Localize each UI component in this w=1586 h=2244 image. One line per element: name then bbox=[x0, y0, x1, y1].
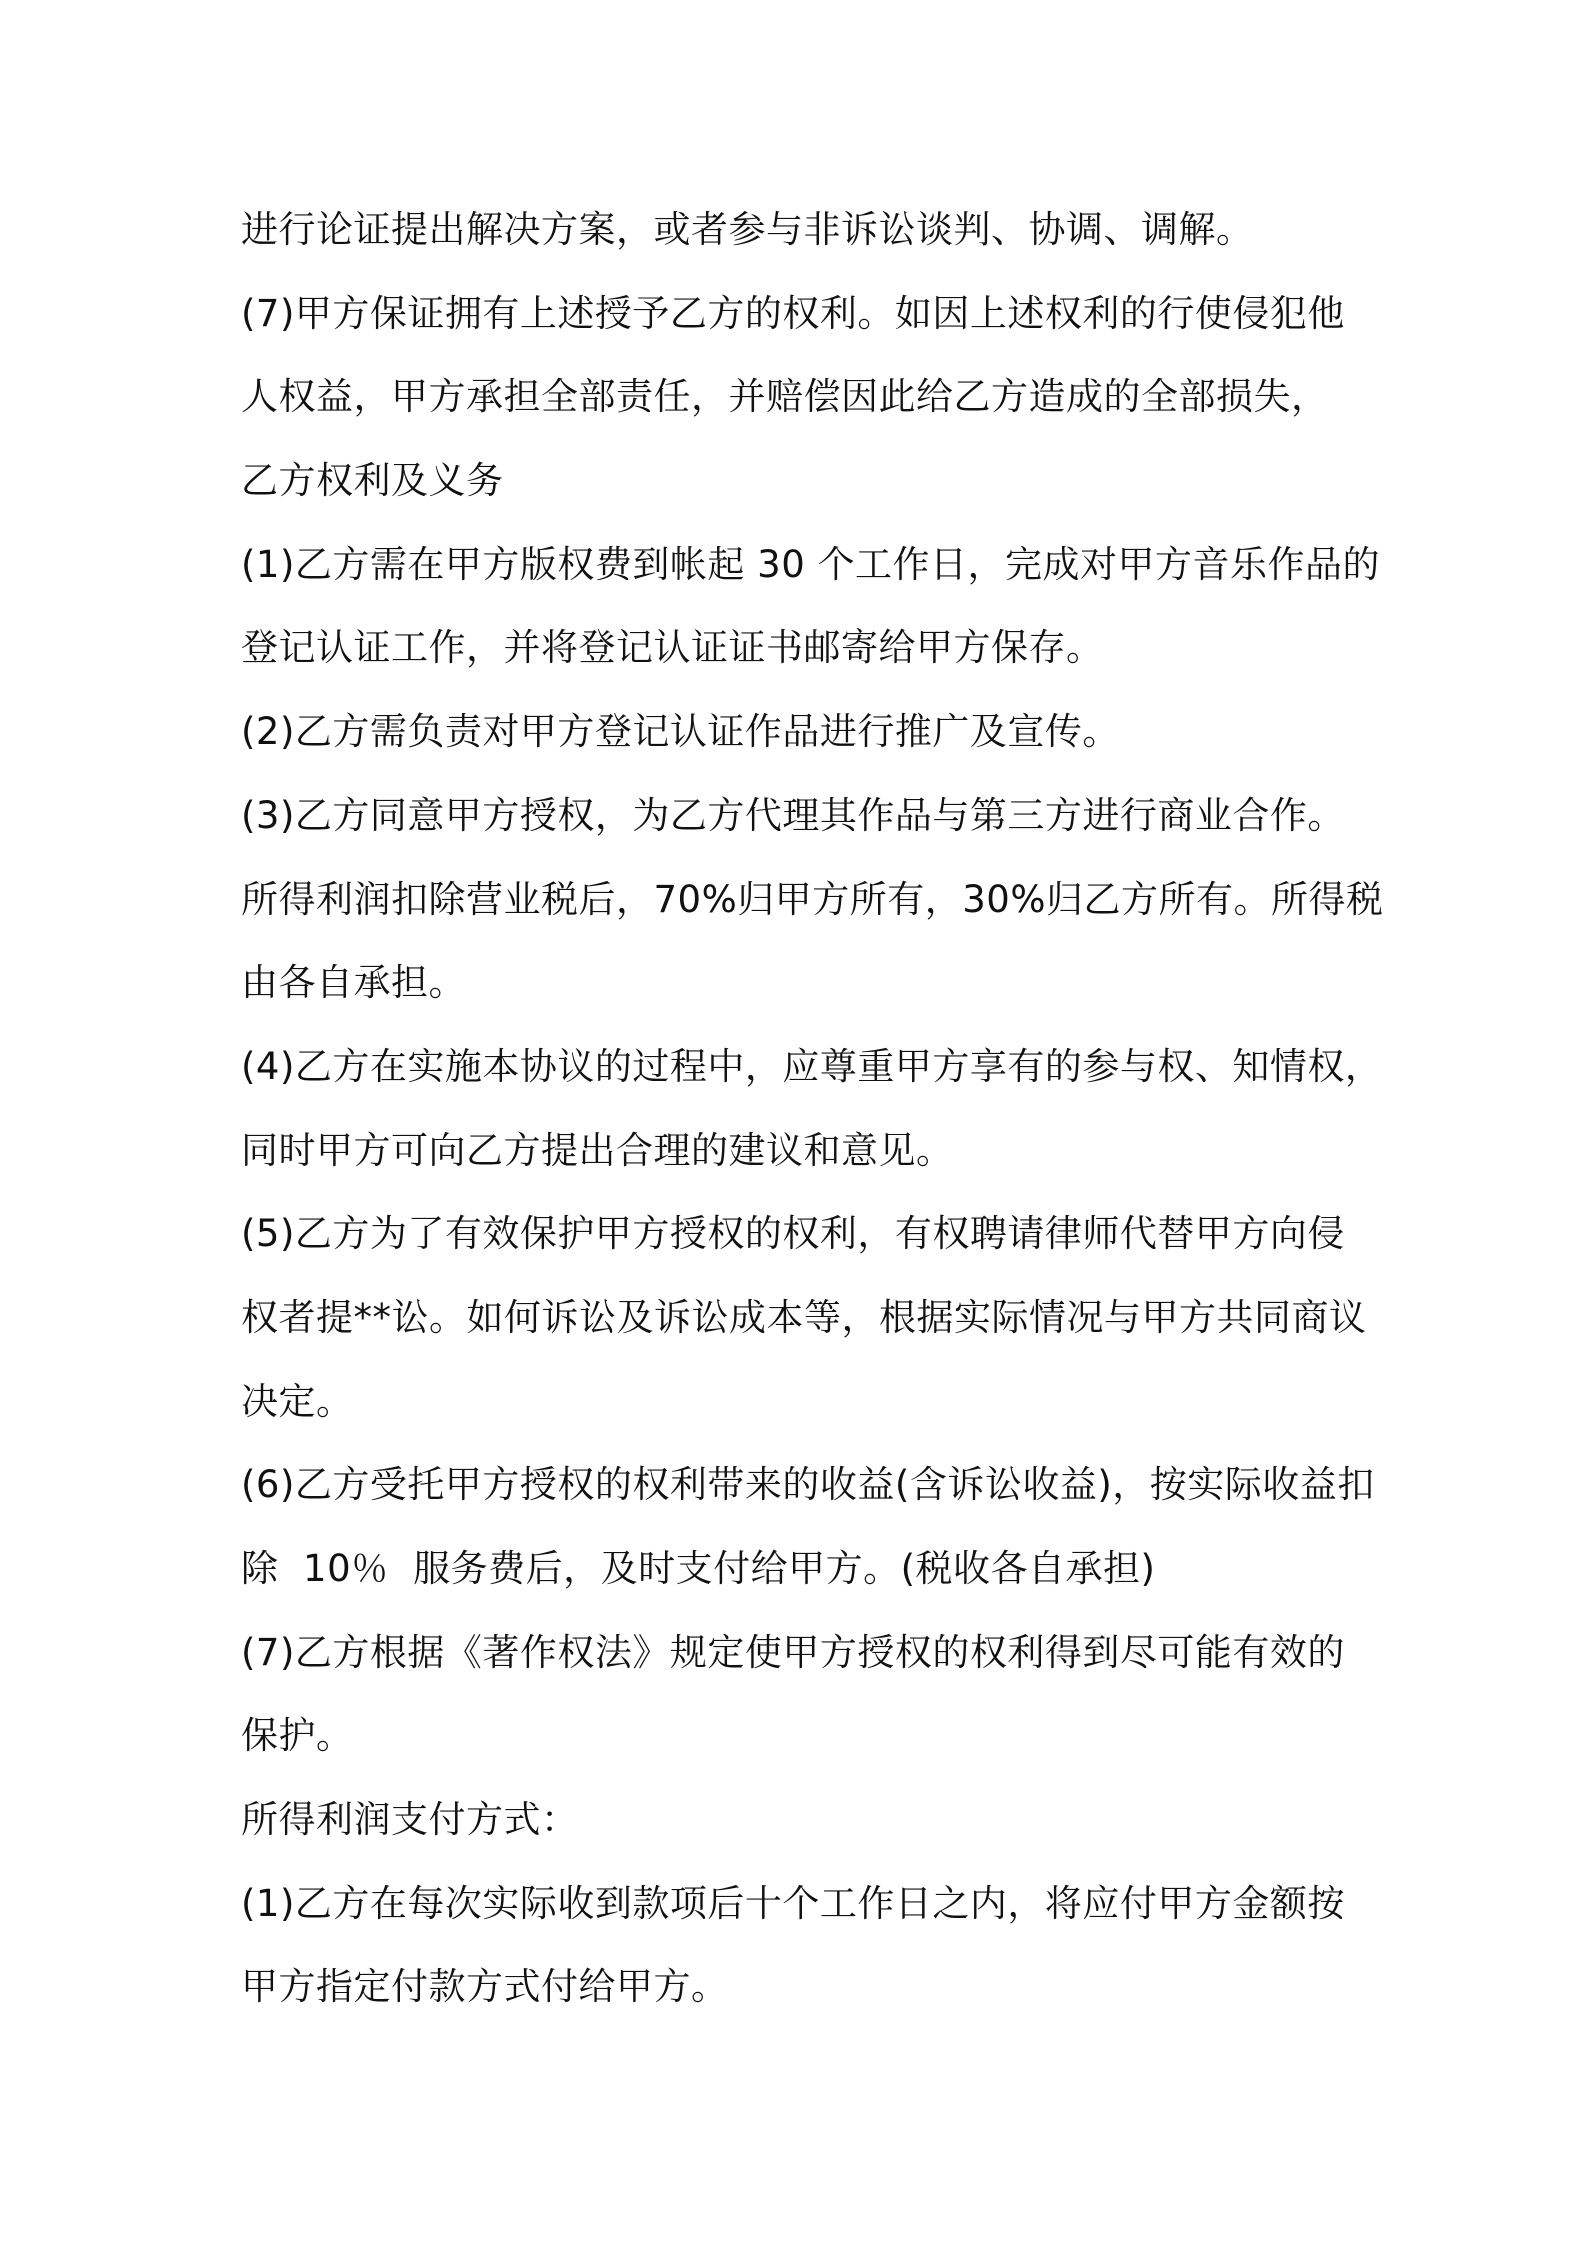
text-line: 甲方指定付款方式付给甲方。 bbox=[241, 1965, 729, 2009]
text-line: (2)乙方需负责对甲方登记认证作品进行推广及宣传。 bbox=[241, 710, 1120, 754]
text-line: 人权益，甲方承担全部责任，并赔偿因此给乙方造成的全部损失， bbox=[241, 375, 1329, 419]
text-line: 由各自承担。 bbox=[241, 961, 466, 1005]
text-line: 保护。 bbox=[241, 1714, 354, 1758]
text-line: (3)乙方同意甲方授权，为乙方代理其作品与第三方进行商业合作。 bbox=[241, 793, 1345, 837]
section-heading: 乙方权利及义务 bbox=[241, 459, 504, 503]
text-line: 同时甲方可向乙方提出合理的建议和意见。 bbox=[241, 1128, 954, 1172]
text-line: 除 10％ 服务费后，及时支付给甲方。(税收各自承担) bbox=[241, 1547, 1156, 1590]
text-line: 所得利润扣除营业税后，70%归甲方所有，30%归乙方所有。所得税 bbox=[241, 877, 1384, 921]
text-line: 权者提**讼。如何诉讼及诉讼成本等，根据实际情况与甲方共同商议 bbox=[241, 1295, 1367, 1339]
text-line: 进行论证提出解决方案，或者参与非诉讼谈判、协调、调解。 bbox=[241, 208, 1254, 251]
text-line: (7)乙方根据《著作权法》规定使甲方授权的权利得到尽可能有效的 bbox=[241, 1630, 1345, 1674]
text-line: (4)乙方在实施本协议的过程中，应尊重甲方享有的参与权、知情权， bbox=[241, 1044, 1383, 1088]
text-line: 登记认证工作，并将登记认证证书邮寄给甲方保存。 bbox=[241, 626, 1104, 670]
text-line: (6)乙方受托甲方授权的权利带来的收益(含诉讼收益)，按实际收益扣 bbox=[241, 1463, 1375, 1507]
document-body bbox=[241, 188, 1384, 2029]
text-line: (5)乙方为了有效保护甲方授权的权利，有权聘请律师代替甲方向侵 bbox=[241, 1212, 1345, 1256]
text-line: (1)乙方在每次实际收到款项后十个工作日之内，将应付甲方金额按 bbox=[241, 1881, 1345, 1925]
text-line: (7)甲方保证拥有上述授予乙方的权利。如因上述权利的行使侵犯他 bbox=[241, 291, 1345, 335]
text-line: (1)乙方需在甲方版权费到帐起 30 个工作日，完成对甲方音乐作品的 bbox=[241, 542, 1381, 586]
text-line: 决定。 bbox=[241, 1379, 354, 1423]
section-heading: 所得利润支付方式： bbox=[241, 1798, 579, 1842]
